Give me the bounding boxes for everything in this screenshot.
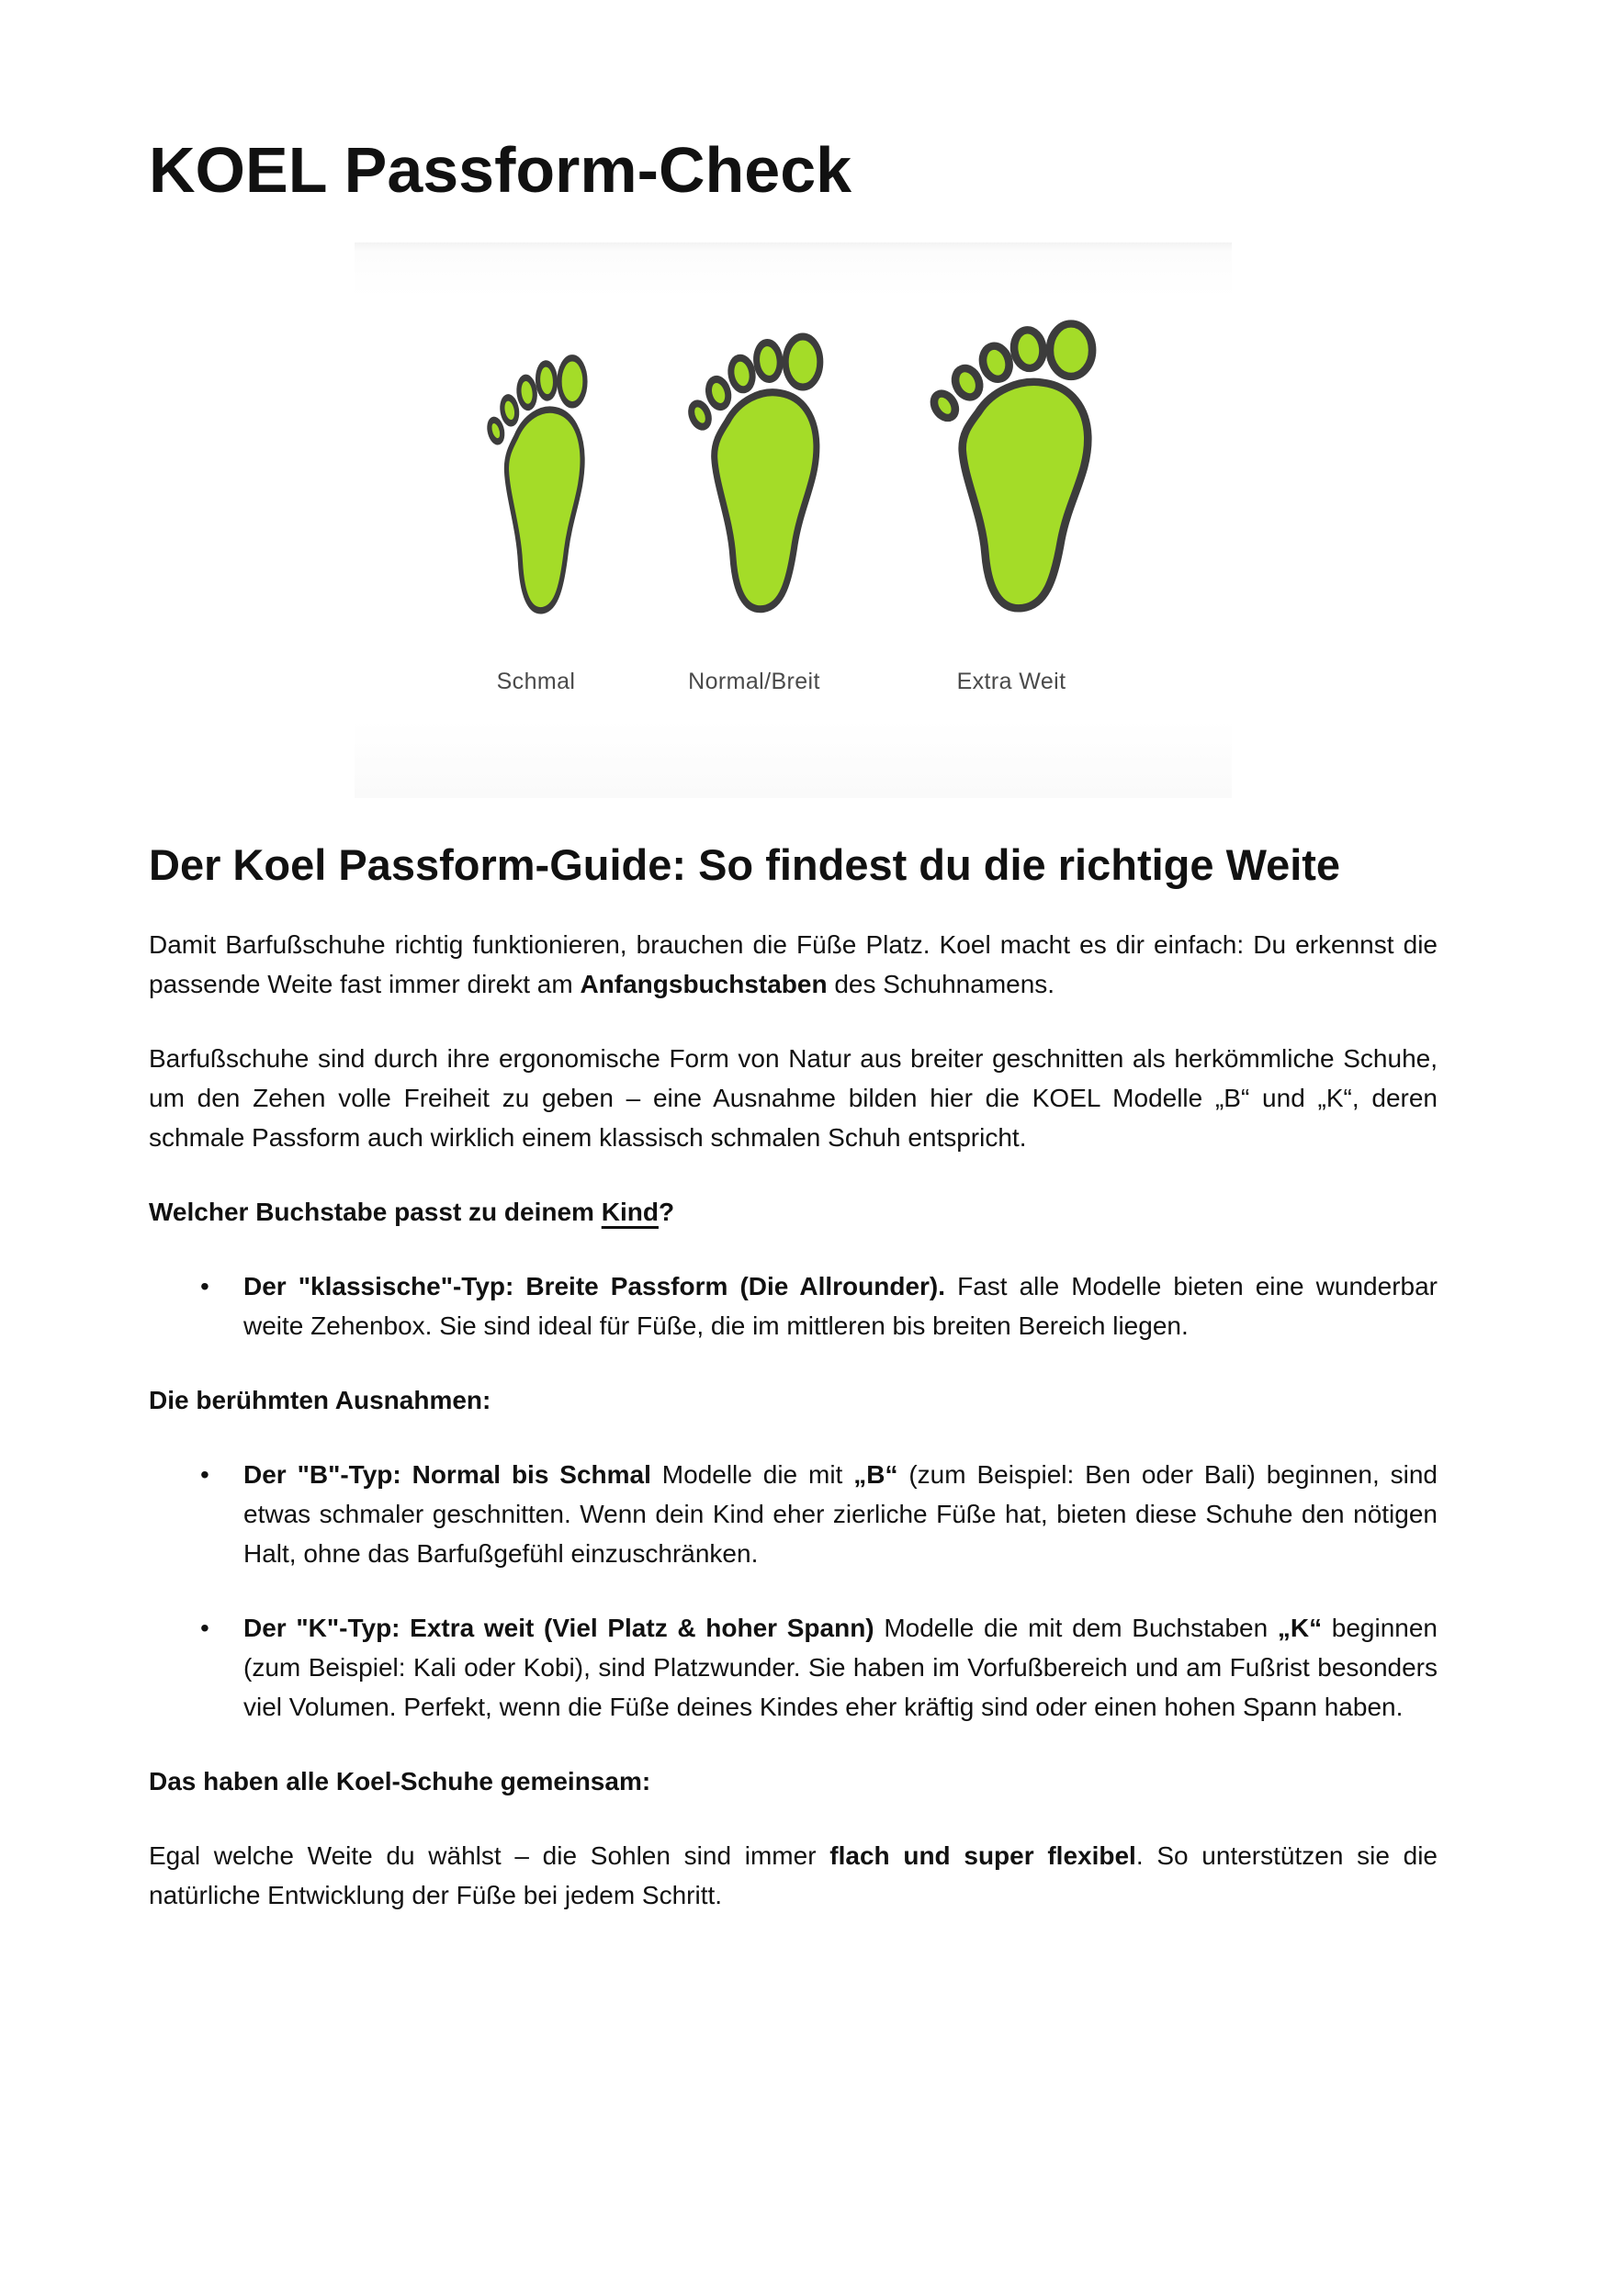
text-run-bold: Welcher Buchstabe passt zu deinem <box>149 1198 602 1227</box>
paragraph <box>149 1039 1438 1157</box>
section-heading <box>149 1761 1438 1801</box>
text-run: des Schuhnamens. <box>827 970 1055 999</box>
figure-column-normal-breit <box>674 316 835 695</box>
section-heading <box>149 840 1438 890</box>
paragraph <box>149 925 1438 1004</box>
text-run: Modelle die mit dem Buchstaben <box>874 1614 1278 1643</box>
text-run: Fast alle Modelle bieten eine wunderbar weite Zehenbox. Sie sind ideal für Füße, die im mittleren bis breiten Bereich liegen. <box>243 1272 1438 1341</box>
text-run-bold: „B“ <box>853 1460 898 1490</box>
section-heading <box>149 1192 1438 1232</box>
figure-column-schmal <box>477 339 596 695</box>
figure-column-extra-weit <box>913 302 1111 695</box>
text-run-bold: Der "B"-Typ: Normal bis Schmal <box>243 1460 651 1490</box>
text-run-bold: Der "K"-Typ: Extra weit (Viel Platz & hoher Spann) <box>243 1614 874 1643</box>
footprint-schmal-icon <box>477 339 596 628</box>
text-run-bold: Die berühmten Ausnahmen: <box>149 1386 491 1415</box>
footprint-normal-breit-icon <box>674 316 835 628</box>
page-title: KOEL Passform-Check <box>149 134 852 206</box>
text-run-bold: Der Koel Passform-Guide: So findest du die richtige Weite <box>149 840 1341 889</box>
bullet-list <box>149 1266 1438 1345</box>
figure-label-extra-weit: Extra Weit <box>956 669 1066 694</box>
bullet-list <box>149 1455 1438 1727</box>
text-run: Damit Barfußschuhe richtig funktionieren, brauchen die Füße Platz. Koel macht es dir einfach: Du erkennst die passende Weite fast immer direkt am <box>149 930 1438 999</box>
text-run: Egal welche Weite du wählst – die Sohlen sind immer <box>149 1841 830 1871</box>
list-item <box>149 1266 1438 1345</box>
text-run: Modelle die mit <box>650 1460 854 1490</box>
section-heading <box>149 1380 1438 1420</box>
text-run: Barfußschuhe sind durch ihre ergonomische Form von Natur aus breiter geschnitten als herkömmliche Schuhe, um den Zehen volle Freiheit zu geben – eine Ausnahme bilden hier die KOEL Modelle „B“ und „K“, deren schmale Passform auch wirklich einem klassisch schmalen Schuh entspricht. <box>149 1044 1438 1153</box>
text-run: beginnen (zum Beispiel: Kali oder Kobi), sind Platzwunder. Sie haben im Vorfußbereich und am Fußrist besonders viel Volumen. Perfekt, wenn die Füße deines Kindes eher kräftig sind oder einen hohen Spann haben. <box>243 1614 1438 1722</box>
text-run-bold: Kind <box>601 1198 659 1227</box>
text-run-bold: flach und super flexibel <box>829 1841 1136 1871</box>
text-run-bold: Der "klassische"-Typ: Breite Passform (Die Allrounder). <box>243 1272 946 1301</box>
list-item <box>149 1608 1438 1727</box>
figure-label-schmal: Schmal <box>496 669 576 694</box>
text-run-bold: ? <box>658 1198 675 1227</box>
document-blocks <box>149 840 1438 1915</box>
text-run: (zum Beispiel: Ben oder Bali) beginnen, sind etwas schmaler geschnitten. Wenn dein Kind eher zierliche Füße hat, bieten diese Schuhe den nötigen Halt, ohne das Barfußgefühl einzuschränken. <box>243 1460 1438 1569</box>
text-run: . So unterstützen sie die natürliche Entwicklung der Füße bei jedem Schritt. <box>149 1841 1438 1910</box>
paragraph <box>149 1836 1438 1915</box>
text-run-bold: „K“ <box>1277 1614 1323 1643</box>
figure-label-normal-breit: Normal/Breit <box>688 669 820 694</box>
footprint-extra-weit-icon <box>913 302 1111 628</box>
text-run-bold: Das haben alle Koel-Schuhe gemeinsam: <box>149 1767 651 1796</box>
text-run-bold: Anfangsbuchstaben <box>580 970 828 999</box>
list-item <box>149 1455 1438 1573</box>
foot-width-figure <box>355 242 1232 798</box>
